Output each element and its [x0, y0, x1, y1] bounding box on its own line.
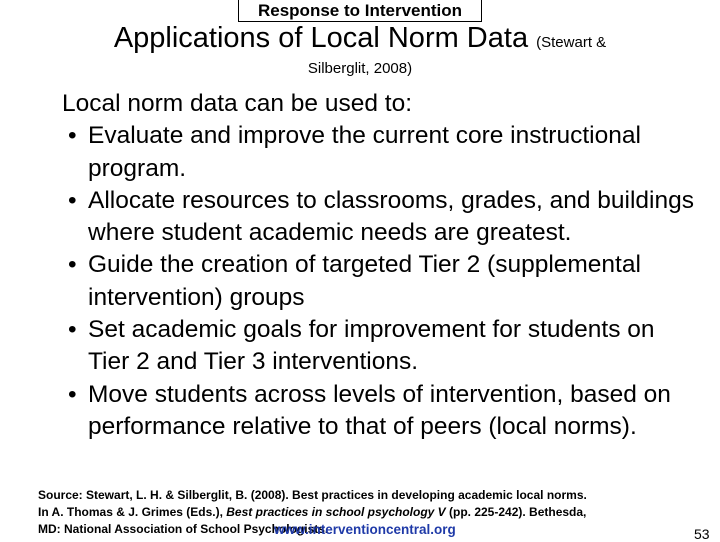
source-text: In A. Thomas & J. Grimes (Eds.),	[38, 505, 227, 519]
source-line-3: MD: National Association of School Psychologists.	[38, 522, 329, 536]
bullet-item	[62, 249, 702, 314]
header-banner: Response to Intervention	[238, 0, 482, 22]
bullet-item	[62, 185, 702, 250]
slide-title	[0, 22, 720, 59]
title-citation-continued: Silberglit, 2008)	[307, 60, 413, 77]
title-citation: (Stewart &	[536, 34, 607, 51]
bullet-text: Allocate resources to classrooms, grades, and buildings where student academic needs are greatest.	[88, 186, 695, 247]
source-text: (pp. 225-242). Bethesda,	[445, 505, 587, 519]
bullet-item	[62, 379, 702, 444]
bullet-icon: •	[68, 122, 77, 150]
bullet-icon: •	[68, 316, 77, 344]
bullet-text: Set academic goals for improvement for students on Tier 2 and Tier 3 interventions.	[88, 316, 655, 376]
body-intro: Local norm data can be used to:	[62, 90, 413, 117]
bullet-list	[62, 120, 702, 443]
slide-body	[62, 88, 702, 443]
bullet-icon: •	[68, 186, 77, 214]
bullet-item	[62, 314, 702, 379]
bullet-icon: •	[68, 380, 77, 408]
title-main: Applications of Local Norm Data	[113, 22, 529, 54]
source-line-1: Source: Stewart, L. H. & Silberglit, B. (2008). Best practices in developing academic local norms.	[38, 488, 587, 502]
source-line-2	[38, 504, 698, 521]
bullet-item	[62, 120, 702, 185]
footer-url-link[interactable]: www.interventioncentral.org	[274, 522, 456, 537]
page-number: 53	[694, 526, 710, 542]
bullet-text: Evaluate and improve the current core instructional program.	[88, 122, 641, 182]
bullet-icon: •	[68, 251, 77, 279]
bullet-text: Move students across levels of intervention, based on performance relative to that of peers (local norms).	[88, 380, 671, 440]
bullet-text: Guide the creation of targeted Tier 2 (supplemental intervention) groups	[88, 251, 641, 311]
source-book-title: Best practices in school psychology V	[226, 505, 446, 519]
